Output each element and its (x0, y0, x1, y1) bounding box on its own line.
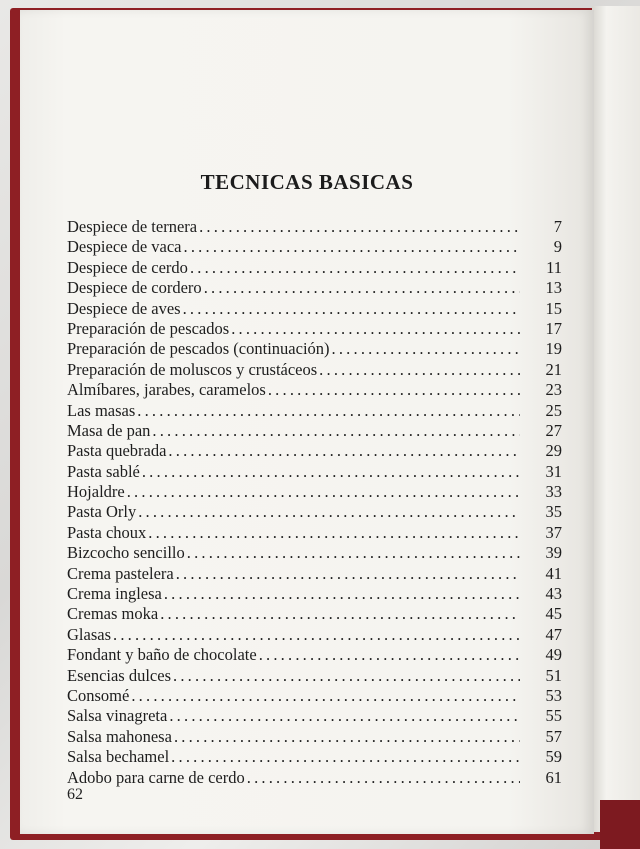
toc-entry (67, 360, 562, 380)
dot-leader (138, 502, 520, 522)
toc-entry-label: Fondant y baño de chocolate (67, 645, 257, 665)
toc-entry-page: 51 (545, 665, 562, 685)
toc-entry-page: 57 (545, 726, 562, 746)
toc-entry (67, 706, 562, 726)
toc-entry-page: 61 (545, 767, 562, 787)
toc-entry-label: Salsa vinagreta (67, 706, 168, 726)
toc-entry (67, 747, 562, 767)
toc-entry (67, 645, 562, 665)
toc-entry-page: 23 (545, 380, 562, 400)
toc-entry-label: Despiece de aves (67, 298, 181, 318)
page-number: 62 (67, 786, 83, 803)
toc-entry-page: 37 (545, 522, 562, 542)
toc-entry (67, 564, 562, 584)
toc-entry-label: Preparación de pescados (67, 318, 230, 338)
toc-entry (67, 502, 562, 522)
toc-entry (67, 237, 562, 257)
dot-leader (176, 564, 520, 584)
toc-entry-label: Pasta quebrada (67, 441, 167, 461)
toc-entry (67, 380, 562, 400)
toc-entry-page: 39 (545, 543, 562, 563)
toc-entry-page: 7 (553, 217, 562, 236)
toc-entry-label: Cremas moka (67, 604, 159, 624)
toc-entry-page: 59 (545, 747, 562, 767)
dot-leader (169, 706, 520, 726)
dot-leader (173, 666, 520, 686)
toc-entry (67, 462, 562, 482)
dot-leader (319, 360, 520, 380)
table-of-contents (67, 217, 562, 788)
dot-leader (137, 401, 520, 421)
toc-entry-label: Crema pastelera (67, 563, 174, 583)
dot-leader (183, 299, 520, 319)
toc-entry-label: Glasas (67, 624, 111, 644)
dot-leader (171, 747, 520, 767)
toc-entry-label: Almíbares, jarabes, caramelos (67, 380, 266, 400)
toc-entry (67, 401, 562, 421)
toc-entry-page: 35 (545, 502, 562, 522)
toc-entry (67, 625, 562, 645)
toc-entry-page: 31 (545, 461, 562, 481)
toc-entry-label: Despiece de cordero (67, 278, 202, 298)
dot-leader (231, 319, 520, 339)
toc-entry-label: Hojaldre (67, 482, 125, 502)
toc-entry-page: 17 (545, 318, 562, 338)
toc-entry-page: 15 (545, 298, 562, 318)
book-page (20, 10, 594, 834)
toc-entry (67, 421, 562, 441)
toc-entry-page: 45 (545, 604, 562, 624)
toc-entry (67, 482, 562, 502)
dot-leader (164, 584, 520, 604)
book-cover-corner (600, 800, 640, 849)
toc-entry (67, 319, 562, 339)
toc-entry-label: Pasta sablé (67, 461, 140, 481)
toc-entry-page: 11 (546, 257, 562, 277)
dot-leader (168, 441, 520, 461)
dot-leader (190, 258, 520, 278)
toc-entry (67, 523, 562, 543)
toc-entry (67, 339, 562, 359)
toc-entry (67, 258, 562, 278)
toc-entry-page: 43 (545, 584, 562, 604)
toc-entry (67, 604, 562, 624)
toc-entry-page: 29 (545, 441, 562, 461)
toc-entry-label: Pasta Orly (67, 502, 137, 522)
toc-entry-label: Pasta choux (67, 522, 147, 542)
toc-entry-page: 53 (545, 685, 562, 705)
toc-entry-page: 55 (545, 706, 562, 726)
dot-leader (148, 523, 520, 543)
toc-entry-page: 49 (545, 645, 562, 665)
toc-entry-label: Preparación de moluscos y crustáceos (67, 359, 318, 379)
toc-entry-page: 41 (545, 563, 562, 583)
toc-entry (67, 217, 562, 237)
toc-entry-page: 33 (545, 482, 562, 502)
toc-entry-page: 27 (545, 420, 562, 440)
toc-entry-page: 21 (545, 359, 562, 379)
dot-leader (184, 237, 520, 257)
toc-entry (67, 299, 562, 319)
toc-entry (67, 543, 562, 563)
toc-entry-label: Crema inglesa (67, 584, 162, 604)
toc-entry-page: 9 (553, 237, 562, 257)
toc-entry (67, 278, 562, 298)
toc-entry-label: Despiece de ternera (67, 217, 198, 236)
toc-entry-page: 47 (545, 624, 562, 644)
toc-entry (67, 441, 562, 461)
page-title: TECNICAS BASICAS (200, 170, 414, 194)
toc-entry-label: Despiece de vaca (67, 237, 182, 257)
toc-entry (67, 686, 562, 706)
dot-leader (131, 686, 520, 706)
toc-entry-label: Esencias dulces (67, 665, 172, 685)
toc-entry (67, 584, 562, 604)
dot-leader (247, 768, 520, 788)
dot-leader (259, 645, 520, 665)
toc-entry-label: Preparación de pescados (continuación) (67, 339, 330, 359)
dot-leader (174, 727, 520, 747)
toc-entry-page: 25 (545, 400, 562, 420)
dot-leader (127, 482, 520, 502)
toc-entry-label: Adobo para carne de cerdo (67, 767, 245, 787)
toc-entry-page: 13 (545, 278, 562, 298)
dot-leader (160, 604, 520, 624)
dot-leader (113, 625, 520, 645)
dot-leader (332, 339, 520, 359)
dot-leader (204, 278, 520, 298)
toc-entry-label: Salsa mahonesa (67, 726, 172, 746)
toc-entry-page: 19 (545, 339, 562, 359)
toc-entry-label: Salsa bechamel (67, 747, 170, 767)
toc-entry-label: Despiece de cerdo (67, 257, 188, 277)
dot-leader (187, 543, 520, 563)
toc-entry (67, 768, 562, 788)
toc-entry-label: Bizcocho sencillo (67, 543, 185, 563)
toc-entry-label: Masa de pan (67, 420, 151, 440)
dot-leader (142, 462, 520, 482)
dot-leader (199, 217, 520, 237)
dot-leader (268, 380, 520, 400)
toc-entry-label: Consomé (67, 685, 130, 705)
toc-entry-label: Las masas (67, 400, 136, 420)
dot-leader (152, 421, 520, 441)
toc-entry (67, 666, 562, 686)
facing-page-edge (592, 6, 640, 832)
toc-entry (67, 727, 562, 747)
